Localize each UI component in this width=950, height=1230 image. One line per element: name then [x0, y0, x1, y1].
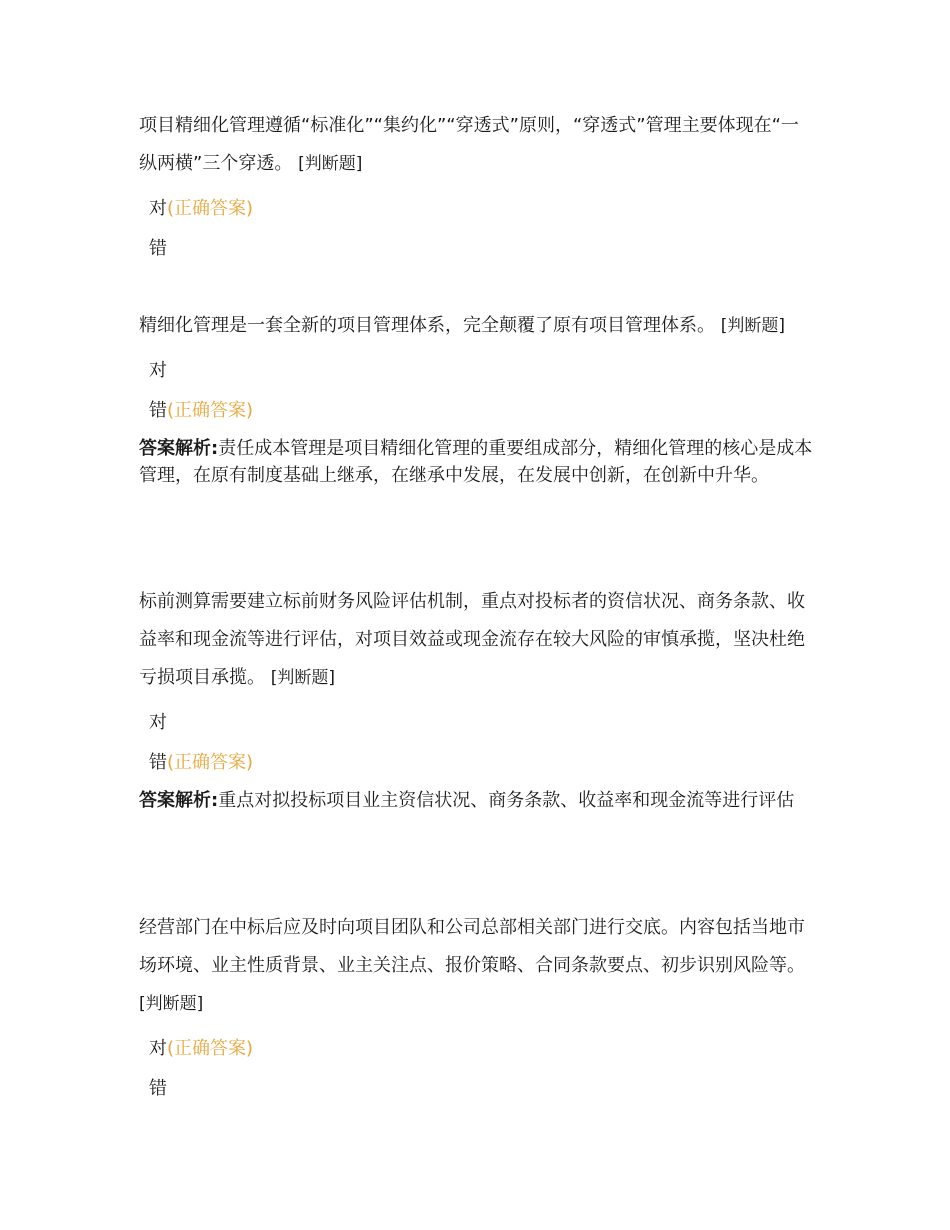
question-type-tag: [判断题] — [270, 668, 335, 688]
correct-answer-mark: (正确答案) — [167, 400, 254, 421]
option-label: 错 — [149, 1078, 167, 1099]
question-1 — [139, 107, 814, 269]
option-false[interactable] — [149, 743, 814, 783]
analysis-label: 答案解析: — [139, 790, 219, 811]
question-type-tag: [判断题] — [298, 154, 363, 174]
option-false[interactable] — [149, 391, 814, 431]
option-label: 对 — [149, 712, 167, 733]
analysis-text: 重点对拟投标项目业主资信状况、商务条款、收益率和现金流等进行评估 — [218, 790, 795, 811]
answer-analysis — [139, 787, 814, 814]
question-text — [139, 583, 814, 697]
question-stem: 项目精细化管理遵循“标准化”“集约化”“穿透式”原则，“穿透式”管理主要体现在“一纵两横”三个穿透。 — [139, 115, 799, 174]
question-text — [139, 909, 814, 1023]
question-stem: 精细化管理是一套全新的项目管理体系，完全颠覆了原有项目管理体系。 — [139, 315, 715, 336]
question-stem: 经营部门在中标后应及时向项目团队和公司总部相关部门进行交底。内容包括当地市场环境、业主性质背景、业主关注点、报价策略、合同条款要点、初步识别风险等。 — [139, 917, 805, 976]
option-true[interactable] — [149, 351, 814, 391]
question-4 — [139, 909, 814, 1109]
option-label: 错 — [149, 400, 167, 421]
correct-answer-mark: (正确答案) — [167, 1038, 254, 1059]
correct-answer-mark: (正确答案) — [167, 752, 254, 773]
question-text — [139, 307, 814, 345]
option-label: 错 — [149, 238, 167, 259]
question-stem: 标前测算需要建立标前财务风险评估机制，重点对投标者的资信状况、商务条款、收益率和现金流等进行评估，对项目效益或现金流存在较大风险的审慎承揽，坚决杜绝亏损项目承揽。 — [139, 591, 805, 688]
option-false[interactable] — [149, 1069, 814, 1109]
analysis-text: 责任成本管理是项目精细化管理的重要组成部分，精细化管理的核心是成本管理，在原有制度基础上继承，在继承中发展，在发展中创新，在创新中升华。 — [139, 438, 813, 486]
correct-answer-mark: (正确答案) — [167, 198, 254, 219]
question-3 — [139, 583, 814, 814]
option-true[interactable] — [149, 1029, 814, 1069]
question-text — [139, 107, 814, 183]
option-false[interactable] — [149, 229, 814, 269]
option-label: 对 — [149, 198, 167, 219]
option-label: 对 — [149, 1038, 167, 1059]
question-type-tag: [判断题] — [139, 994, 204, 1014]
answer-analysis — [139, 435, 814, 489]
question-type-tag: [判断题] — [720, 316, 785, 336]
option-label: 对 — [149, 360, 167, 381]
option-true[interactable] — [149, 703, 814, 743]
question-2 — [139, 307, 814, 489]
option-label: 错 — [149, 752, 167, 773]
analysis-label: 答案解析: — [139, 438, 219, 459]
option-true[interactable] — [149, 189, 814, 229]
